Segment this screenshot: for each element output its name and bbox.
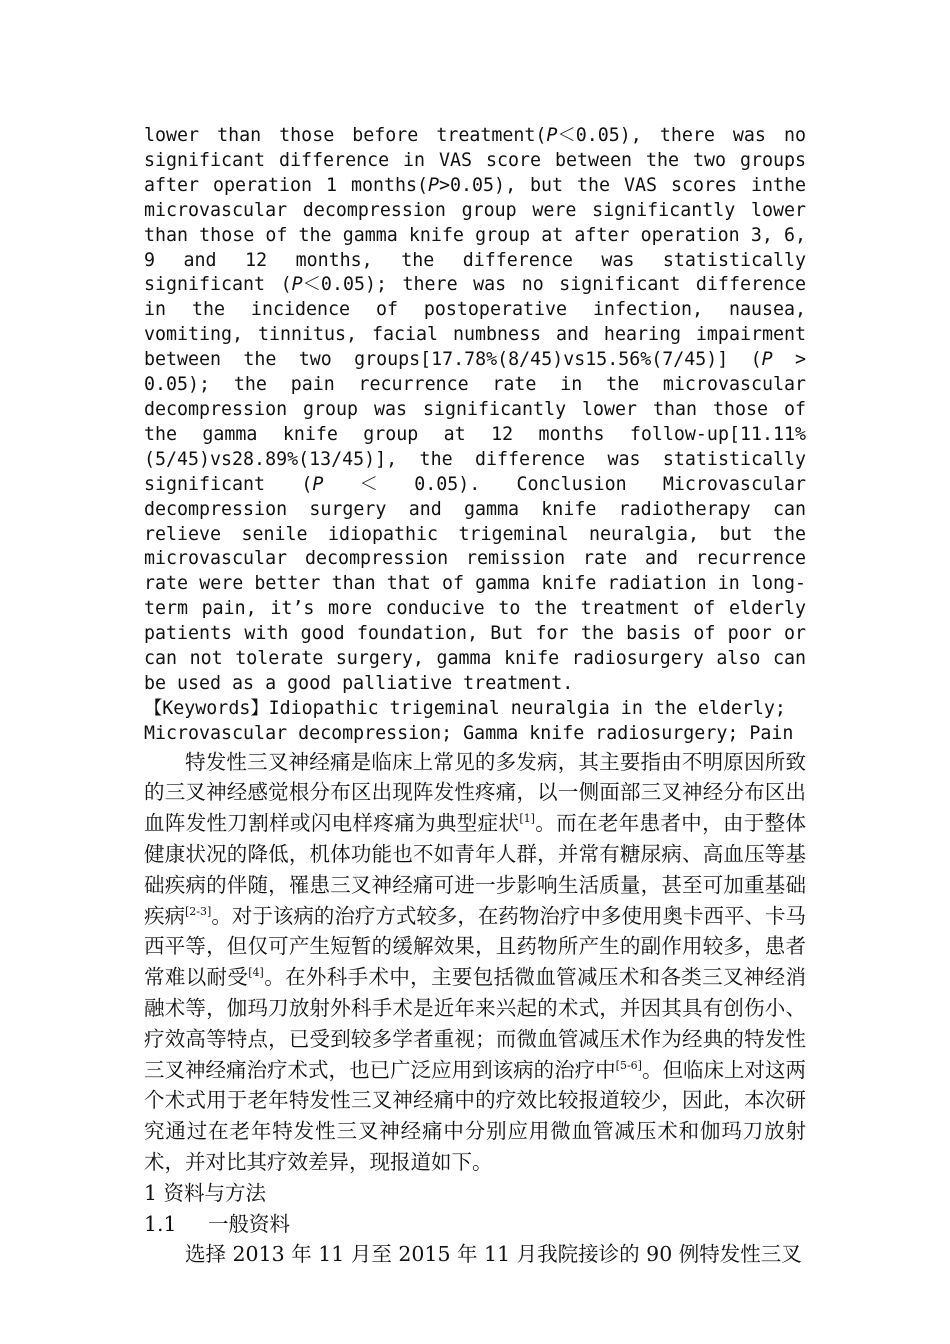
abstract-text: >0.05), but the VAS scores inthe microvascular decompression group were significantly lower than those of the gamma knife group at after operation 3, 6, 9 and 12 months, the difference was statistically significant ( (144, 174, 806, 296)
intro-text: 。但临床上对这两个术式用于老年特发性三叉神经痛中的疗效比较报道较少，因此，本次研究通过在老年特发性三叉神经痛中分别应用微血管减压术和伽玛刀放射术，并对比其疗效差异，现报道如下。 (144, 1057, 807, 1175)
abstract-text: ＜0.05), there was no significant difference in VAS score between the two groups after operation 1 months( (144, 125, 806, 196)
keywords-line-1: 【Keywords】Idiopathic trigeminal neuralgia in the elderly; (144, 697, 786, 719)
citation-ref: [2-3] (185, 904, 212, 918)
citation-ref: [5-6] (615, 1058, 642, 1072)
citation-ref: [4] (248, 966, 264, 980)
intro-text: 特发性三叉神经痛是临床上常见的多发病，其主要指由不明原因所致的三叉神经感觉根分布区出现阵发性疼痛，以一侧面部三叉神经分布区出血阵发性刀割样或闪电样疼痛为典型症状 (144, 749, 806, 836)
intro-text: 。在外科手术中，主要包括微血管减压术和各类三叉神经消融术等，伽玛刀放射外科手术是近年来兴起的术式，并因其具有创伤小、疗效高等特点，已受到较多学者重视；而微血管减压术作为经典的特发性三叉神经痛治疗术式，也已广泛应用到该病的治疗中 (144, 965, 807, 1082)
intro-text: 。对于该病的治疗方式较多，在药物治疗中多使用奥卡西平、卡马西平等，但仅可产生短暂的缓解效果，且药物所产生的副作用较多，患者常难以耐受 (144, 903, 807, 990)
p-value-symbol: P (761, 349, 773, 371)
subsection-number: 1.1 (144, 1211, 177, 1236)
section-heading: 1 资料与方法 (144, 1180, 267, 1205)
abstract-text: ＜ 0.05). Conclusion Microvascular decompression surgery and gamma knife radiotherapy can relieve senile idiopathic trigeminal neuralgia, but the microvascular decompression remission rate and recurrence rate were better than that of gamma knife radiation in long-term pain, it’s more conducive to the treatment of elderly patients with good foundation, But for the basis of poor or can not tolerate surgery, gamma knife radiosurgery also can be used as a good palliative treatment. (144, 473, 806, 694)
paper-page (144, 124, 806, 1270)
subsection-title: 一般资料 (208, 1211, 290, 1236)
keywords-line-2: Microvascular decompression; Gamma knife radiosurgery; Pain (144, 722, 794, 744)
subsection-heading (144, 1209, 806, 1240)
abstract-results-paragraph (144, 124, 806, 697)
p-value-symbol: P (546, 125, 558, 146)
abstract-text: lower than those before treatment( (144, 125, 547, 146)
intro-text: 。而在老年患者中，由于整体健康状况的降低，机体功能也不如青年人群，并常有糖尿病、高血压等基础疾病的伴随，罹患三叉神经痛可进一步影响生活质量，甚至可加重基础疾病 (144, 811, 807, 928)
p-value-symbol: P (291, 274, 303, 296)
p-value-symbol: P (428, 174, 440, 196)
p-value-symbol: P (312, 473, 324, 495)
abstract-text: > 0.05); the pain recurrence rate in the microvascular decompression group was significantly lower than those of the gamma knife group at 12 months follow-up[11.11%(5/45)vs28.89%(13/45)], the difference was statistically significant ( (144, 349, 806, 495)
methods-paragraph: 选择 2013 年 11 月至 2015 年 11 月我院接诊的 90 例特发性三叉 (185, 1242, 802, 1267)
citation-ref: [1] (519, 812, 535, 826)
introduction-paragraph (144, 747, 806, 1178)
abstract-text: ＜0.05); there was no significant difference in the incidence of postoperative infection, nausea, vomiting, tinnitus, facial numbness and hearing impairment between the two groups[17.78%(8/45)vs15.56%(7/45)] ( (144, 274, 806, 371)
